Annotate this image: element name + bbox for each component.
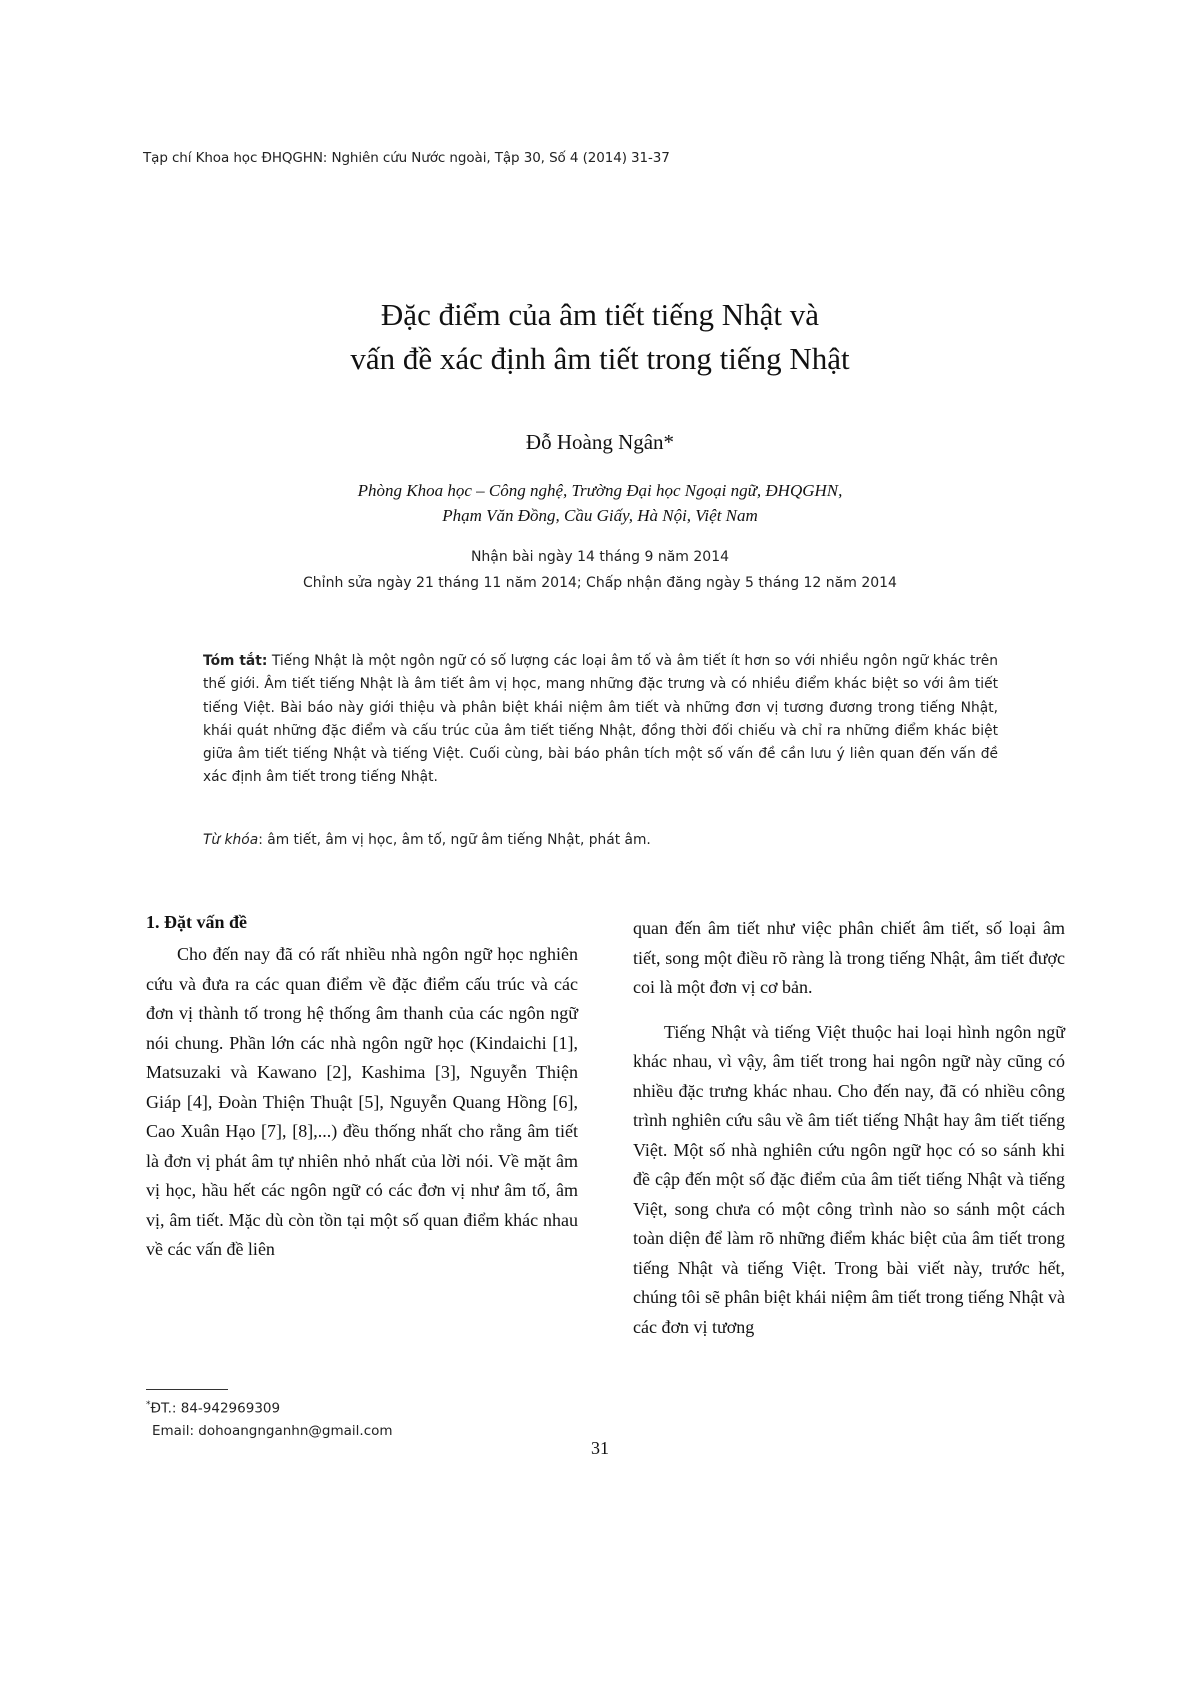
abstract bbox=[203, 650, 998, 790]
author-affiliation bbox=[150, 478, 1050, 528]
abstract-text: Tiếng Nhật là một ngôn ngữ có số lượng các loại âm tố và âm tiết ít hơn so với nhiều ngôn ngữ khác trên thế giới. Âm tiết tiếng Nhật là âm tiết âm vị học, mang những đặc trưng và có nhiều điểm khác biệt so với âm tiết tiếng Việt. Bài báo này giới thiệu và phân biệt khái niệm âm tiết và những đơn vị tương đương trong tiếng Nhật, khái quát những đặc điểm và cấu trúc của âm tiết tiếng Nhật, đồng thời đối chiếu và chỉ ra những điểm khác biệt giữa âm tiết tiếng Nhật và tiếng Việt. Cuối cùng, bài báo phân tích một số vấn đề cần lưu ý liên quan đến vấn đề xác định âm tiết trong tiếng Nhật. bbox=[203, 653, 998, 786]
journal-header: Tạp chí Khoa học ĐHQGHN: Nghiên cứu Nước ngoài, Tập 30, Số 4 (2014) 31-37 bbox=[143, 150, 670, 166]
body-paragraph: Tiếng Nhật và tiếng Việt thuộc hai loại hình ngôn ngữ khác nhau, vì vậy, âm tiết trong hai ngôn ngữ này cũng có nhiều đặc trưng khác nhau. Cho đến nay, đã có nhiều công trình nghiên cứu sâu về âm tiết tiếng Nhật hay âm tiết tiếng Việt. Một số nhà nghiên cứu ngôn ngữ học có so sánh khi đề cập đến một số đặc điểm của âm tiết tiếng Nhật và tiếng Việt, song chưa có một công trình nào so sánh một cách toàn diện để làm rõ những điểm khác biệt của âm tiết trong tiếng Nhật và tiếng Việt. Trong bài viết này, trước hết, chúng tôi sẽ phân biệt khái niệm âm tiết trong tiếng Nhật và các đơn vị tương bbox=[633, 1021, 1065, 1337]
page-number: 31 bbox=[591, 1438, 609, 1458]
keywords-text: : âm tiết, âm vị học, âm tố, ngữ âm tiếng Nhật, phát âm. bbox=[258, 832, 651, 848]
body-paragraph: Cho đến nay đã có rất nhiều nhà ngôn ngữ học nghiên cứu và đưa ra các quan điểm về đặc điểm cấu trúc và các đơn vị thành tố trong hệ thống âm thanh của các ngôn ngữ nói chung. Phần lớn các nhà ngôn ngữ học (Kindaichi [1], Matsuzaki và Kawano [2], Kashima [3], Nguyễn Thiện Giáp [4], Đoàn Thiện Thuật [5], Nguyễn Quang Hồng [6], Cao Xuân Hạo [7], [8],...) đều thống nhất cho rằng âm tiết là đơn vị phát âm tự nhiên nhỏ nhất của lời nói. Về mặt âm vị học, hầu hết các ngôn ngữ có các đơn vị như âm tố, âm vị, âm tiết. Mặc dù còn tồn tại một số quan điểm khác nhau về các vấn đề liên bbox=[146, 944, 578, 1259]
section-heading: 1. Đặt vấn đề bbox=[146, 912, 248, 932]
affiliation-line-1: Phòng Khoa học – Công nghệ, Trường Đại học Ngoại ngữ, ĐHQGHN, bbox=[357, 481, 843, 500]
author-name: Đỗ Hoàng Ngân* bbox=[525, 430, 675, 454]
revised-accepted-dates: Chỉnh sửa ngày 21 tháng 11 năm 2014; Chấp nhận đăng ngày 5 tháng 12 năm 2014 bbox=[303, 575, 897, 591]
paper-title bbox=[150, 293, 1050, 381]
keywords bbox=[203, 832, 998, 848]
body-column-left bbox=[146, 940, 578, 1265]
body-column-right bbox=[633, 914, 1065, 1342]
footnote-phone-text: ĐT.: 84-942969309 bbox=[150, 1400, 281, 1417]
footnote-phone bbox=[146, 1394, 393, 1420]
footnote bbox=[146, 1394, 393, 1442]
abstract-label: Tóm tắt: bbox=[203, 653, 268, 669]
footnote-marker: * bbox=[146, 1400, 151, 1410]
body-paragraph-continued: quan đến âm tiết như việc phân chiết âm tiết, số loại âm tiết, song một điều rõ ràng là trong tiếng Nhật, âm tiết được coi là một đơn vị cơ bản. bbox=[633, 918, 1065, 997]
submission-dates bbox=[150, 544, 1050, 596]
affiliation-line-2: Phạm Văn Đồng, Cầu Giấy, Hà Nội, Việt Nam bbox=[442, 506, 758, 525]
received-date: Nhận bài ngày 14 tháng 9 năm 2014 bbox=[470, 549, 730, 565]
keywords-label: Từ khóa bbox=[203, 832, 259, 848]
footnote-email: Email: dohoangnganhn@gmail.com bbox=[152, 1422, 393, 1439]
title-line-1: Đặc điểm của âm tiết tiếng Nhật và bbox=[380, 297, 820, 332]
title-line-2: vấn đề xác định âm tiết trong tiếng Nhật bbox=[350, 341, 850, 376]
footnote-rule bbox=[146, 1389, 228, 1390]
